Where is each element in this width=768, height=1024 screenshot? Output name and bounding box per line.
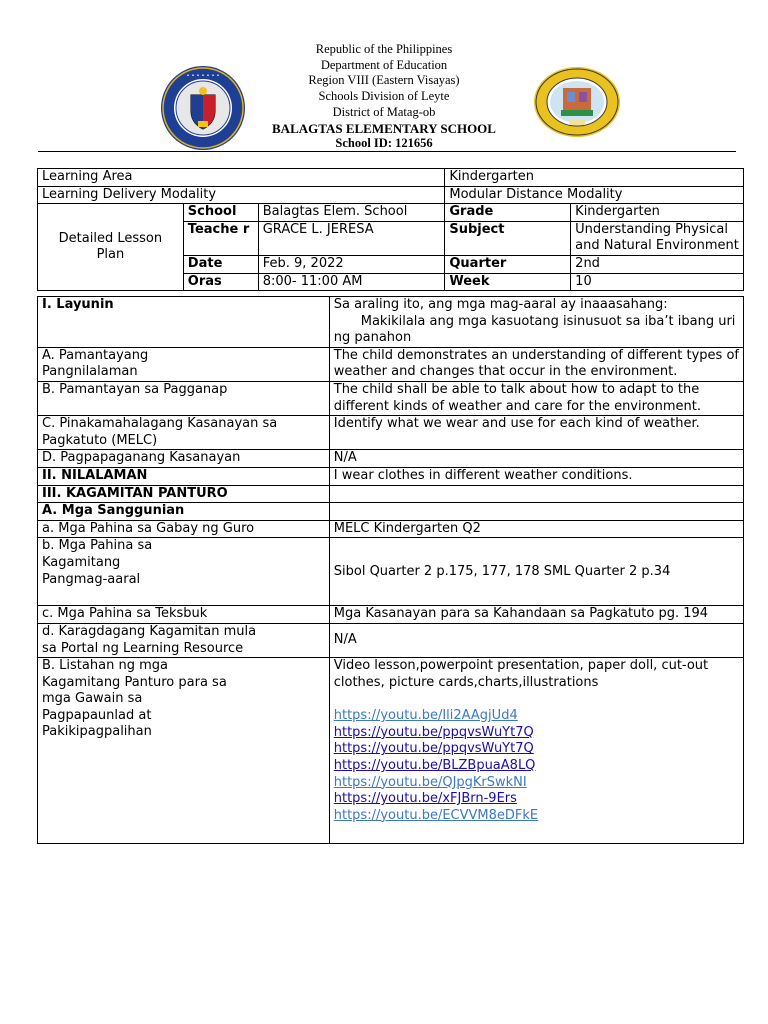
table-row <box>38 520 744 538</box>
layunin-intro: Sa araling ito, ang mga mag-aaral ay inaaasahang: <box>333 297 668 312</box>
resource-link[interactable]: https://youtu.be/ppqvsWuYt7Q <box>333 724 534 740</box>
resource-link[interactable]: https://youtu.be/BLZBpuaA8LQ <box>333 758 536 774</box>
header-school-name: BALAGTAS ELEMENTARY SCHOOL <box>272 120 496 136</box>
sanggunian-label: A. Mga Sanggunian <box>38 503 330 521</box>
detailed-lesson-plan-label: Detailed Lesson Plan <box>38 204 184 291</box>
table-row <box>38 347 744 381</box>
table-row <box>38 538 744 606</box>
table-row <box>38 485 744 503</box>
pagpapaganang-value: N/A <box>329 450 743 468</box>
header-school-id: School ID: 121656 <box>335 136 433 151</box>
nilalaman-value: I wear clothes in different weather conditions. <box>329 467 743 485</box>
header-line-republic: Republic of the Philippines <box>315 42 453 56</box>
kagamitang-label <box>38 538 330 606</box>
oras-label: Oras <box>183 273 258 291</box>
subject-label: Subject <box>445 221 571 255</box>
table-row <box>38 186 744 204</box>
header-line-region: Region VIII (Eastern Visayas) <box>308 73 460 88</box>
oras-value: 8:00- 11:00 AM <box>258 273 445 291</box>
pamantayang-label-text: A. Pamantayang Pangnilalaman <box>42 347 149 380</box>
melc-value: Identify what we wear and use for each kind of weather. <box>329 416 743 450</box>
gabay-value: MELC Kindergarten Q2 <box>329 520 743 538</box>
kagamitang-label-text: b. Mga Pahina sa Kagamitang Pangmag-aaral <box>42 538 153 587</box>
teacher-label: Teache r <box>183 221 258 255</box>
layunin-value <box>329 297 743 348</box>
listahan-label <box>38 658 330 844</box>
layunin-label: I. Layunin <box>38 297 330 348</box>
table-row <box>38 623 744 657</box>
table-row <box>38 467 744 485</box>
pamantayang-value: The child demonstrates an understanding of different types of weather and changes that occur in the environment. <box>329 347 743 381</box>
resource-link[interactable]: https://youtu.be/Ili2AAgjUd4 <box>333 708 518 724</box>
teksbuk-value: Mga Kasanayan para sa Kahandaan sa Pagkatuto pg. 194 <box>329 606 743 624</box>
table-row <box>38 297 744 348</box>
header-line-district: District of Matag-ob <box>332 104 436 119</box>
delivery-modality-label: Learning Delivery Modality <box>38 186 445 204</box>
learning-area-value: Kindergarten <box>445 169 744 187</box>
table-row <box>38 606 744 624</box>
quarter-value: 2nd <box>571 255 744 273</box>
listahan-value <box>329 658 743 844</box>
header-line-department: Department of Education <box>320 57 448 72</box>
quarter-label: Quarter <box>445 255 571 273</box>
table-row <box>38 416 744 450</box>
lesson-plan-table <box>37 296 744 844</box>
date-value: Feb. 9, 2022 <box>258 255 445 273</box>
sanggunian-value <box>329 503 743 521</box>
grade-value: Kindergarten <box>571 204 744 222</box>
gabay-label-text: a. Mga Pahina sa Gabay ng Guro <box>42 520 255 536</box>
resource-link[interactable]: https://youtu.be/ppqvsWuYt7Q <box>333 741 534 757</box>
table-row <box>38 450 744 468</box>
table-row <box>38 169 744 187</box>
week-value: 10 <box>571 273 744 291</box>
header-line-division: Schools Division of Leyte <box>318 89 450 104</box>
school-value: Balagtas Elem. School <box>258 204 445 222</box>
date-label: Date <box>183 255 258 273</box>
teksbuk-label: c. Mga Pahina sa Teksbuk <box>38 606 330 624</box>
balagtas-school-seal-logo <box>533 66 621 138</box>
pagganap-label: B. Pamantayan sa Pagganap <box>38 381 330 415</box>
table-row <box>38 503 744 521</box>
svg-text:• • • • • • •: • • • • • • • <box>186 73 220 79</box>
school-label: School <box>183 204 258 222</box>
kagamitang-value: Sibol Quarter 2 p.175, 177, 178 SML Quarter 2 p.34 <box>329 538 743 606</box>
melc-label: C. Pinakamahalagang Kasanayan sa Pagkatuto (MELC) <box>38 416 330 450</box>
lesson-info-table <box>37 168 744 291</box>
karagdagang-value: N/A <box>329 623 743 657</box>
nilalaman-label: II. NILALAMAN <box>38 467 330 485</box>
karagdagang-label-text: d. Karagdagang Kagamitan mula sa Portal ng Learning Resource <box>42 623 257 656</box>
gabay-label <box>38 520 330 538</box>
kagamitan-value <box>329 485 743 503</box>
teacher-value: GRACE L. JERESA <box>258 221 445 255</box>
deped-seal-logo <box>160 65 246 151</box>
resource-link[interactable]: https://youtu.be/xFJBrn-9Ers <box>333 791 517 807</box>
table-row <box>38 204 744 222</box>
resource-link[interactable]: https://youtu.be/ECVVM8eDFkE <box>333 807 539 823</box>
listahan-text: Video lesson,powerpoint presentation, paper doll, cut-out clothes, picture cards,charts,illustrations <box>333 658 709 690</box>
layunin-text: Makikilala ang mga kasuotang isinusuot sa iba’t ibang uri ng panahon <box>333 313 736 346</box>
pagganap-value: The child shall be able to talk about how to adapt to the different kinds of weather and care for the environment. <box>329 381 743 415</box>
listahan-label-text: B. Listahan ng mga Kagamitang Panturo para sa mga Gawain sa Pagpapaunlad at Pakikipagpalihan <box>42 658 227 740</box>
grade-label: Grade <box>445 204 571 222</box>
kagamitan-label: III. KAGAMITAN PANTURO <box>38 485 330 503</box>
pagpapaganang-label: D. Pagpapaganang Kasanayan <box>38 450 330 468</box>
header-divider <box>38 151 736 152</box>
karagdagang-label <box>38 623 330 657</box>
subject-value: Understanding Physical and Natural Environment <box>571 221 744 255</box>
table-row <box>38 381 744 415</box>
delivery-modality-value: Modular Distance Modality <box>445 186 744 204</box>
table-row <box>38 658 744 844</box>
resource-link[interactable]: https://youtu.be/QJpgKrSwkNI <box>333 774 527 790</box>
document-header <box>0 42 768 152</box>
pamantayang-label <box>38 347 330 381</box>
learning-area-label: Learning Area <box>38 169 445 187</box>
week-label: Week <box>445 273 571 291</box>
